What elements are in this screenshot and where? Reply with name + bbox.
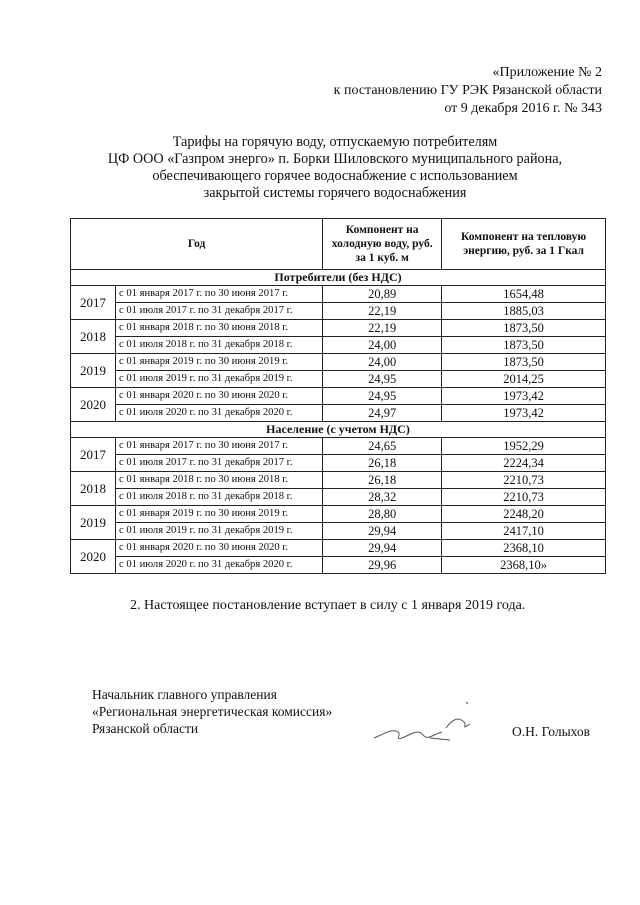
period-cell: с 01 января 2019 г. по 30 июня 2019 г. — [116, 354, 323, 371]
effective-date-clause: 2. Настоящее постановление вступает в силу с 1 января 2019 года. — [130, 598, 526, 613]
cold-water-value: 24,65 — [323, 438, 442, 455]
table-row — [71, 320, 606, 337]
signer-name: О.Н. Голыхов — [512, 724, 590, 739]
document-title — [70, 134, 600, 202]
year-cell: 2018 — [71, 472, 116, 506]
heat-energy-value: 1973,42 — [442, 405, 606, 422]
period-cell: с 01 января 2020 г. по 30 июня 2020 г. — [116, 388, 323, 405]
heat-energy-value: 2210,73 — [442, 489, 606, 506]
period-cell: с 01 июля 2019 г. по 31 декабря 2019 г. — [116, 523, 323, 540]
cold-water-value: 24,97 — [323, 405, 442, 422]
section-row — [71, 422, 606, 438]
cold-water-value: 29,94 — [323, 523, 442, 540]
period-cell: с 01 января 2019 г. по 30 июня 2019 г. — [116, 506, 323, 523]
handwritten-signature — [372, 698, 482, 748]
year-cell: 2017 — [71, 438, 116, 472]
section-label: Население (с учетом НДС) — [71, 422, 606, 438]
table-row — [71, 388, 606, 405]
column-header-year: Год — [71, 219, 323, 270]
table-row — [71, 286, 606, 303]
column-header-cold-water: Компонент на холодную воду, руб. за 1 куб. м — [323, 219, 442, 270]
section-label: Потребители (без НДС) — [71, 270, 606, 286]
cold-water-value: 24,95 — [323, 371, 442, 388]
appendix-number: «Приложение № 2 — [492, 65, 602, 80]
title-line-4: закрытой системы горячего водоснабжения — [203, 185, 467, 201]
period-cell: с 01 января 2017 г. по 30 июня 2017 г. — [116, 286, 323, 303]
year-cell: 2017 — [71, 286, 116, 320]
heat-energy-value: 2210,73 — [442, 472, 606, 489]
cold-water-value: 29,96 — [323, 557, 442, 574]
heat-energy-value: 1873,50 — [442, 320, 606, 337]
table-row — [71, 455, 606, 472]
heat-energy-value: 1973,42 — [442, 388, 606, 405]
heat-energy-value: 1654,48 — [442, 286, 606, 303]
section-row — [71, 270, 606, 286]
period-cell: с 01 июля 2020 г. по 31 декабря 2020 г. — [116, 557, 323, 574]
tariff-table-body — [71, 270, 606, 574]
table-row — [71, 506, 606, 523]
period-cell: с 01 июля 2018 г. по 31 декабря 2018 г. — [116, 337, 323, 354]
signer-position-line-1: Начальник главного управления — [92, 687, 277, 702]
period-cell: с 01 января 2017 г. по 30 июня 2017 г. — [116, 438, 323, 455]
appendix-header — [334, 64, 602, 118]
cold-water-value: 22,19 — [323, 320, 442, 337]
year-cell: 2020 — [71, 388, 116, 422]
heat-energy-value: 1873,50 — [442, 354, 606, 371]
heat-energy-value: 2248,20 — [442, 506, 606, 523]
period-cell: с 01 января 2018 г. по 30 июня 2018 г. — [116, 320, 323, 337]
signer-position-line-2: «Региональная энергетическая комиссия» — [92, 704, 333, 719]
heat-energy-value: 1952,29 — [442, 438, 606, 455]
table-header-row — [71, 219, 606, 270]
period-cell: с 01 июля 2018 г. по 31 декабря 2018 г. — [116, 489, 323, 506]
cold-water-value: 24,00 — [323, 337, 442, 354]
period-cell: с 01 января 2020 г. по 30 июня 2020 г. — [116, 540, 323, 557]
year-cell: 2019 — [71, 506, 116, 540]
period-cell: с 01 января 2018 г. по 30 июня 2018 г. — [116, 472, 323, 489]
period-cell: с 01 июля 2020 г. по 31 декабря 2020 г. — [116, 405, 323, 422]
cold-water-value: 20,89 — [323, 286, 442, 303]
table-row — [71, 438, 606, 455]
heat-energy-value: 1873,50 — [442, 337, 606, 354]
title-line-2: ЦФ ООО «Газпром энерго» п. Борки Шиловского муниципального района, — [107, 151, 563, 167]
cold-water-value: 26,18 — [323, 472, 442, 489]
heat-energy-value: 1885,03 — [442, 303, 606, 320]
appendix-reference: к постановлению ГУ РЭК Рязанской области — [333, 83, 602, 98]
table-row — [71, 371, 606, 388]
heat-energy-value: 2224,34 — [442, 455, 606, 472]
table-row — [71, 337, 606, 354]
signer-block — [92, 686, 332, 737]
tariff-table — [70, 218, 606, 574]
heat-energy-value: 2368,10 — [442, 540, 606, 557]
appendix-date: от 9 декабря 2016 г. № 343 — [444, 101, 602, 116]
year-cell: 2020 — [71, 540, 116, 574]
table-row — [71, 489, 606, 506]
table-row — [71, 523, 606, 540]
year-cell: 2018 — [71, 320, 116, 354]
table-row — [71, 540, 606, 557]
period-cell: с 01 июля 2017 г. по 31 декабря 2017 г. — [116, 303, 323, 320]
table-row — [71, 354, 606, 371]
table-row — [71, 303, 606, 320]
cold-water-value: 28,80 — [323, 506, 442, 523]
cold-water-value: 24,00 — [323, 354, 442, 371]
cold-water-value: 22,19 — [323, 303, 442, 320]
table-row — [71, 557, 606, 574]
heat-energy-value: 2417,10 — [442, 523, 606, 540]
heat-energy-value: 2368,10» — [442, 557, 606, 574]
period-cell: с 01 июля 2019 г. по 31 декабря 2019 г. — [116, 371, 323, 388]
table-row — [71, 472, 606, 489]
cold-water-value: 24,95 — [323, 388, 442, 405]
cold-water-value: 28,32 — [323, 489, 442, 506]
cold-water-value: 26,18 — [323, 455, 442, 472]
cold-water-value: 29,94 — [323, 540, 442, 557]
title-line-1: Тарифы на горячую воду, отпускаемую потребителям — [172, 134, 498, 150]
signer-position-line-3: Рязанской области — [92, 721, 199, 736]
heat-energy-value: 2014,25 — [442, 371, 606, 388]
year-cell: 2019 — [71, 354, 116, 388]
table-row — [71, 405, 606, 422]
column-header-heat-energy: Компонент на тепловую энергию, руб. за 1 Гкал — [442, 219, 606, 270]
title-line-3: обеспечивающего горячее водоснабжение с использованием — [152, 168, 518, 184]
period-cell: с 01 июля 2017 г. по 31 декабря 2017 г. — [116, 455, 323, 472]
